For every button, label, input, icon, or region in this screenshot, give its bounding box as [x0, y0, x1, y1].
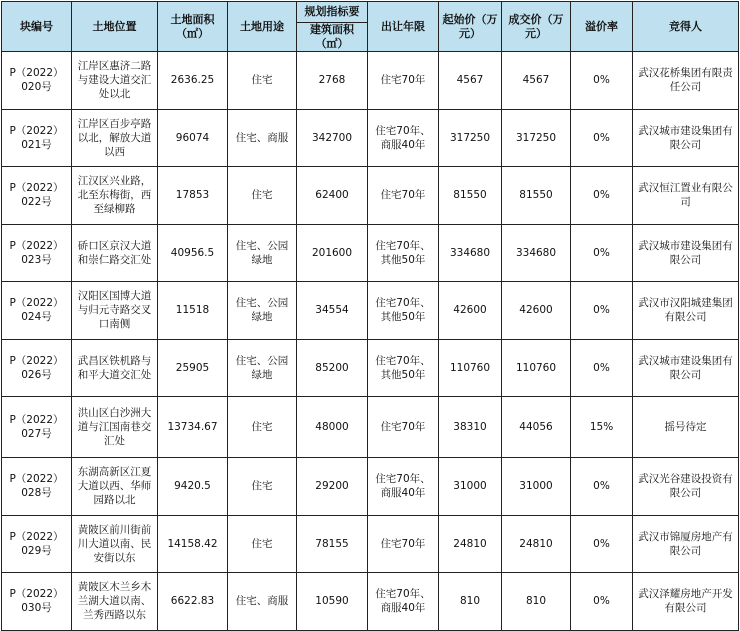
cell-winner: 武汉泽耀房地产开发有限公司 — [633, 573, 739, 631]
cell-final-price: 42600 — [502, 282, 571, 340]
col-header-parcel-no: 块编号 — [2, 2, 72, 52]
cell-location: 东湖高新区江夏大道以西、华师园路以北 — [72, 458, 158, 516]
table-row — [2, 573, 739, 631]
cell-term: 住宅70年、其他50年 — [368, 339, 439, 397]
cell-parcel-no: P（2022）021号 — [2, 109, 72, 167]
table-row — [2, 339, 739, 397]
cell-final-price: 24810 — [502, 515, 571, 573]
cell-parcel-no: P（2022）029号 — [2, 515, 72, 573]
cell-parcel-no: P（2022）023号 — [2, 224, 72, 282]
cell-winner: 武汉市汉阳城建集团有限公司 — [633, 282, 739, 340]
cell-winner: 武汉市锦厦房地产有限公司 — [633, 515, 739, 573]
cell-winner: 武汉城市建设集团有限公司 — [633, 109, 739, 167]
cell-term: 住宅70年 — [368, 515, 439, 573]
cell-term: 住宅70年、其他50年 — [368, 282, 439, 340]
cell-area: 13734.67 — [158, 397, 228, 458]
cell-final-price: 31000 — [502, 458, 571, 516]
cell-premium: 0% — [571, 339, 633, 397]
cell-premium: 15% — [571, 397, 633, 458]
cell-term: 住宅70年 — [368, 167, 439, 225]
table-row — [2, 458, 739, 516]
col-header-term: 出让年限 — [368, 2, 439, 52]
cell-final-price: 317250 — [502, 109, 571, 167]
table-row — [2, 515, 739, 573]
cell-parcel-no: P（2022）020号 — [2, 52, 72, 110]
cell-term: 住宅70年、商服40年 — [368, 109, 439, 167]
cell-premium: 0% — [571, 224, 633, 282]
cell-parcel-no: P（2022）022号 — [2, 167, 72, 225]
cell-use: 住宅 — [228, 167, 297, 225]
cell-premium: 0% — [571, 515, 633, 573]
table-row — [2, 224, 739, 282]
cell-start-price: 81550 — [439, 167, 502, 225]
cell-area: 96074 — [158, 109, 228, 167]
cell-final-price: 810 — [502, 573, 571, 631]
cell-floor-area: 2768 — [297, 52, 368, 110]
cell-term: 住宅70年、商服40年 — [368, 573, 439, 631]
cell-start-price: 42600 — [439, 282, 502, 340]
cell-floor-area: 78155 — [297, 515, 368, 573]
cell-premium: 0% — [571, 109, 633, 167]
cell-floor-area: 10590 — [297, 573, 368, 631]
cell-premium: 0% — [571, 282, 633, 340]
col-header-planning: 规划指标要 — [297, 2, 368, 23]
col-header-use: 土地用途 — [228, 2, 297, 52]
col-header-premium: 溢价率 — [571, 2, 633, 52]
cell-start-price: 24810 — [439, 515, 502, 573]
cell-floor-area: 29200 — [297, 458, 368, 516]
cell-floor-area: 48000 — [297, 397, 368, 458]
cell-start-price: 334680 — [439, 224, 502, 282]
cell-term: 住宅70年、其他50年 — [368, 224, 439, 282]
cell-term: 住宅70年 — [368, 397, 439, 458]
cell-area: 2636.25 — [158, 52, 228, 110]
cell-location: 黄陂区木兰乡木兰湖大道以南、兰秀西路以东 — [72, 573, 158, 631]
cell-use: 住宅、公园绿地 — [228, 339, 297, 397]
cell-area: 11518 — [158, 282, 228, 340]
cell-final-price: 4567 — [502, 52, 571, 110]
cell-area: 9420.5 — [158, 458, 228, 516]
cell-area: 25905 — [158, 339, 228, 397]
cell-location: 江岸区百步亭路以北，解放大道以西 — [72, 109, 158, 167]
cell-floor-area: 34554 — [297, 282, 368, 340]
col-header-location: 土地位置 — [72, 2, 158, 52]
cell-start-price: 31000 — [439, 458, 502, 516]
cell-location: 武昌区铁机路与和平大道交汇处 — [72, 339, 158, 397]
cell-premium: 0% — [571, 52, 633, 110]
cell-location: 江汉区兴业路，北至东梅街，西至绿柳路 — [72, 167, 158, 225]
cell-premium: 0% — [571, 458, 633, 516]
col-header-winner: 竞得人 — [633, 2, 739, 52]
table-row — [2, 109, 739, 167]
cell-premium: 0% — [571, 573, 633, 631]
cell-location: 江岸区惠济二路与建设大道交汇处以北 — [72, 52, 158, 110]
cell-parcel-no: P（2022）027号 — [2, 397, 72, 458]
cell-use: 住宅 — [228, 515, 297, 573]
cell-premium: 0% — [571, 167, 633, 225]
cell-use: 住宅、商服 — [228, 573, 297, 631]
cell-winner: 武汉城市建设集团有限公司 — [633, 339, 739, 397]
cell-final-price: 44056 — [502, 397, 571, 458]
cell-area: 17853 — [158, 167, 228, 225]
cell-floor-area: 85200 — [297, 339, 368, 397]
cell-location: 硚口区京汉大道和崇仁路交汇处 — [72, 224, 158, 282]
cell-area: 14158.42 — [158, 515, 228, 573]
cell-final-price: 81550 — [502, 167, 571, 225]
cell-use: 住宅 — [228, 397, 297, 458]
table-body — [2, 52, 739, 631]
land-auction-table — [1, 1, 739, 631]
cell-final-price: 110760 — [502, 339, 571, 397]
cell-floor-area: 62400 — [297, 167, 368, 225]
cell-use: 住宅 — [228, 52, 297, 110]
cell-area: 6622.83 — [158, 573, 228, 631]
cell-use: 住宅 — [228, 458, 297, 516]
cell-start-price: 110760 — [439, 339, 502, 397]
table-header — [2, 2, 739, 52]
cell-parcel-no: P（2022）026号 — [2, 339, 72, 397]
cell-term: 住宅70年、商服40年 — [368, 458, 439, 516]
col-header-start-price: 起始价（万元） — [439, 2, 502, 52]
cell-term: 住宅70年 — [368, 52, 439, 110]
cell-use: 住宅、公园绿地 — [228, 224, 297, 282]
cell-winner: 武汉光谷建设投资有限公司 — [633, 458, 739, 516]
cell-winner: 武汉花桥集团有限责任公司 — [633, 52, 739, 110]
cell-parcel-no: P（2022）024号 — [2, 282, 72, 340]
col-header-final-price: 成交价（万元） — [502, 2, 571, 52]
col-header-floor-area: 建筑面积（㎡） — [297, 23, 368, 52]
cell-use: 住宅、公园绿地 — [228, 282, 297, 340]
cell-start-price: 810 — [439, 573, 502, 631]
table-row — [2, 52, 739, 110]
cell-start-price: 4567 — [439, 52, 502, 110]
table-row — [2, 397, 739, 458]
cell-parcel-no: P（2022）028号 — [2, 458, 72, 516]
cell-location: 汉阳区国博大道与归元寺路交叉口南侧 — [72, 282, 158, 340]
cell-floor-area: 201600 — [297, 224, 368, 282]
cell-start-price: 317250 — [439, 109, 502, 167]
cell-use: 住宅、商服 — [228, 109, 297, 167]
cell-winner: 武汉城市建设集团有限公司 — [633, 224, 739, 282]
table-row — [2, 282, 739, 340]
cell-start-price: 38310 — [439, 397, 502, 458]
cell-parcel-no: P（2022）030号 — [2, 573, 72, 631]
table-row — [2, 167, 739, 225]
cell-area: 40956.5 — [158, 224, 228, 282]
cell-floor-area: 342700 — [297, 109, 368, 167]
cell-location: 黄陂区前川街前川大道以南、民安街以东 — [72, 515, 158, 573]
cell-location: 洪山区白沙洲大道与江国南巷交汇处 — [72, 397, 158, 458]
cell-winner: 摇号待定 — [633, 397, 739, 458]
cell-winner: 武汉恒江置业有限公司 — [633, 167, 739, 225]
cell-final-price: 334680 — [502, 224, 571, 282]
col-header-area: 土地面积（㎡） — [158, 2, 228, 52]
